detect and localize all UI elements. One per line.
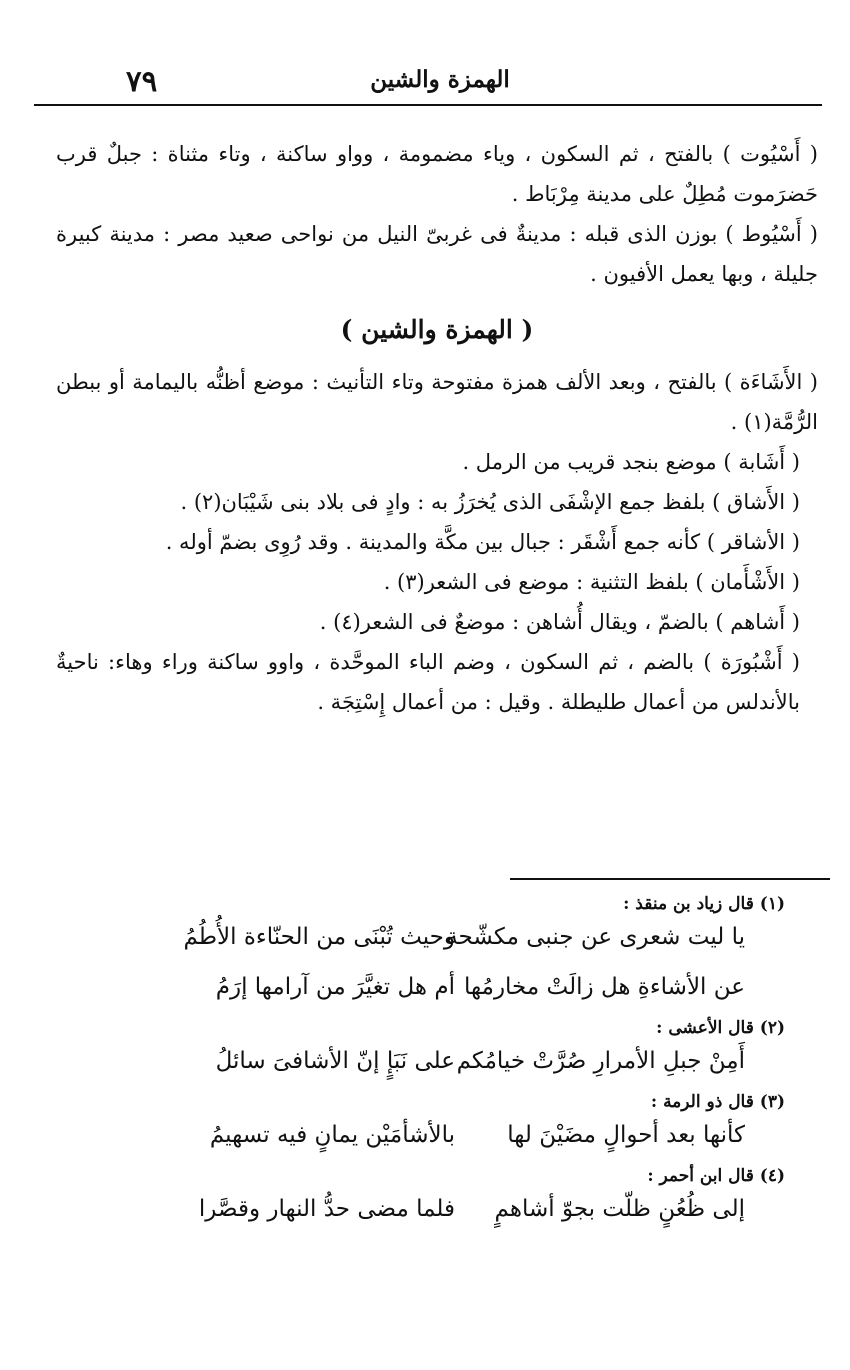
hemistich-second: فلما مضى حدُّ النهار وقصَّرا <box>198 1196 455 1222</box>
page-header <box>60 62 820 102</box>
verse-line <box>60 1114 785 1164</box>
entry-ashaq: ( الأَشاق ) بلفظ جمع الإشْفَى الذى يُخرَزُ به : وادٍ فى بلاد بنى شَيْبَان(٢) . <box>180 490 800 514</box>
verse-line <box>60 1040 785 1090</box>
entry-ashaman: ( الأَشْأَمان ) بلفظ التثنية : موضع فى الشعر(٣) . <box>383 570 800 594</box>
hemistich-first: إلى ظُعُنٍ ظلّت بجوّ أشاهمٍ <box>494 1196 745 1222</box>
footnote-3-head: (٣) قال ذو الرمة : <box>650 1092 785 1112</box>
entry-ashaa: ( الأَشَاءَة ) بالفتح ، وبعد الألف همزة مفتوحة وتاء التأنيث : موضع أظنُّه باليمامة أو ببطن الرُّمَّة(١) . <box>56 370 818 434</box>
entry-ashbura: ( أَشْبُورَة ) بالضم ، ثم السكون ، وضم الباء الموحَّدة ، واوو ساكنة وراء وهاء: ناحيةٌ بالأندلس من أعمال طليطلة . وقيل : من أعمال إِسْتِجَة . <box>56 650 800 714</box>
verse-line <box>60 1188 785 1238</box>
hemistich-second: وحيث تُبْنَى من الحنّاءة الأُطُمُ <box>183 924 455 950</box>
verse-line <box>60 916 785 966</box>
hemistich-first: يا ليت شعرى عن جنبى مكشّحة <box>446 924 745 950</box>
hemistich-second: بالأشأمَيْن يمانٍ فيه تسهيمُ <box>209 1122 455 1148</box>
hemistich-second: أم هل تغيَّرَ من آرامها إرَمُ <box>215 974 455 1000</box>
main-text <box>56 134 818 722</box>
verse-line <box>60 966 785 1016</box>
header-rule <box>34 104 822 106</box>
hemistich-first: عن الأشاءةِ هل زالَتْ مخارمُها <box>464 974 745 1000</box>
page-number: ٧٩ <box>126 64 158 98</box>
section-title: ( الهمزة والشين ) <box>340 315 534 344</box>
entry-ashahim: ( أَشاهم ) بالضمّ ، ويقال أُشاهن : موضعٌ فى الشعر(٤) . <box>319 610 800 634</box>
hemistich-second: على نَبَإٍ إنّ الأشافىَ سائلُ <box>215 1048 455 1074</box>
entry-ashaba: ( أَشَابة ) موضع بنجد قريب من الرمل . <box>462 450 800 474</box>
entry-asyut-city: ( أَسْيُوط ) بوزن الذى قبله : مدينةٌ فى غربىّ النيل من نواحى صعيد مصر : مدينة كبيرة جليلة ، وبها يعمل الأفيون . <box>56 222 818 286</box>
footnote-rule <box>510 878 830 880</box>
entry-ashaqir: ( الأشاقر ) كأنه جمع أَشْقَر : جبال بين مكَّة والمدينة . وقد رُوِى بضمّ أوله . <box>165 530 800 554</box>
footnotes <box>60 892 785 1238</box>
entry-asyut: ( أَسْيُوت ) بالفتح ، ثم السكون ، وياء مضمومة ، وواو ساكنة ، وتاء مثناة : جبلٌ قرب حَضرَموت مُطِلٌ على مدينة مِرْبَاط . <box>56 142 818 206</box>
hemistich-first: أَمِنْ جبلِ الأمرارِ صُرَّتْ خيامُكم <box>456 1048 745 1074</box>
footnote-4-head: (٤) قال ابن أحمر : <box>647 1166 785 1186</box>
footnote-1-head: (١) قال زياد بن منقذ : <box>623 894 785 914</box>
footnote-2-head: (٢) قال الأعشى : <box>656 1018 785 1038</box>
hemistich-first: كأنها بعد أحوالٍ مضَيْنَ لها <box>507 1122 745 1148</box>
running-title: الهمزة والشين <box>370 66 510 93</box>
